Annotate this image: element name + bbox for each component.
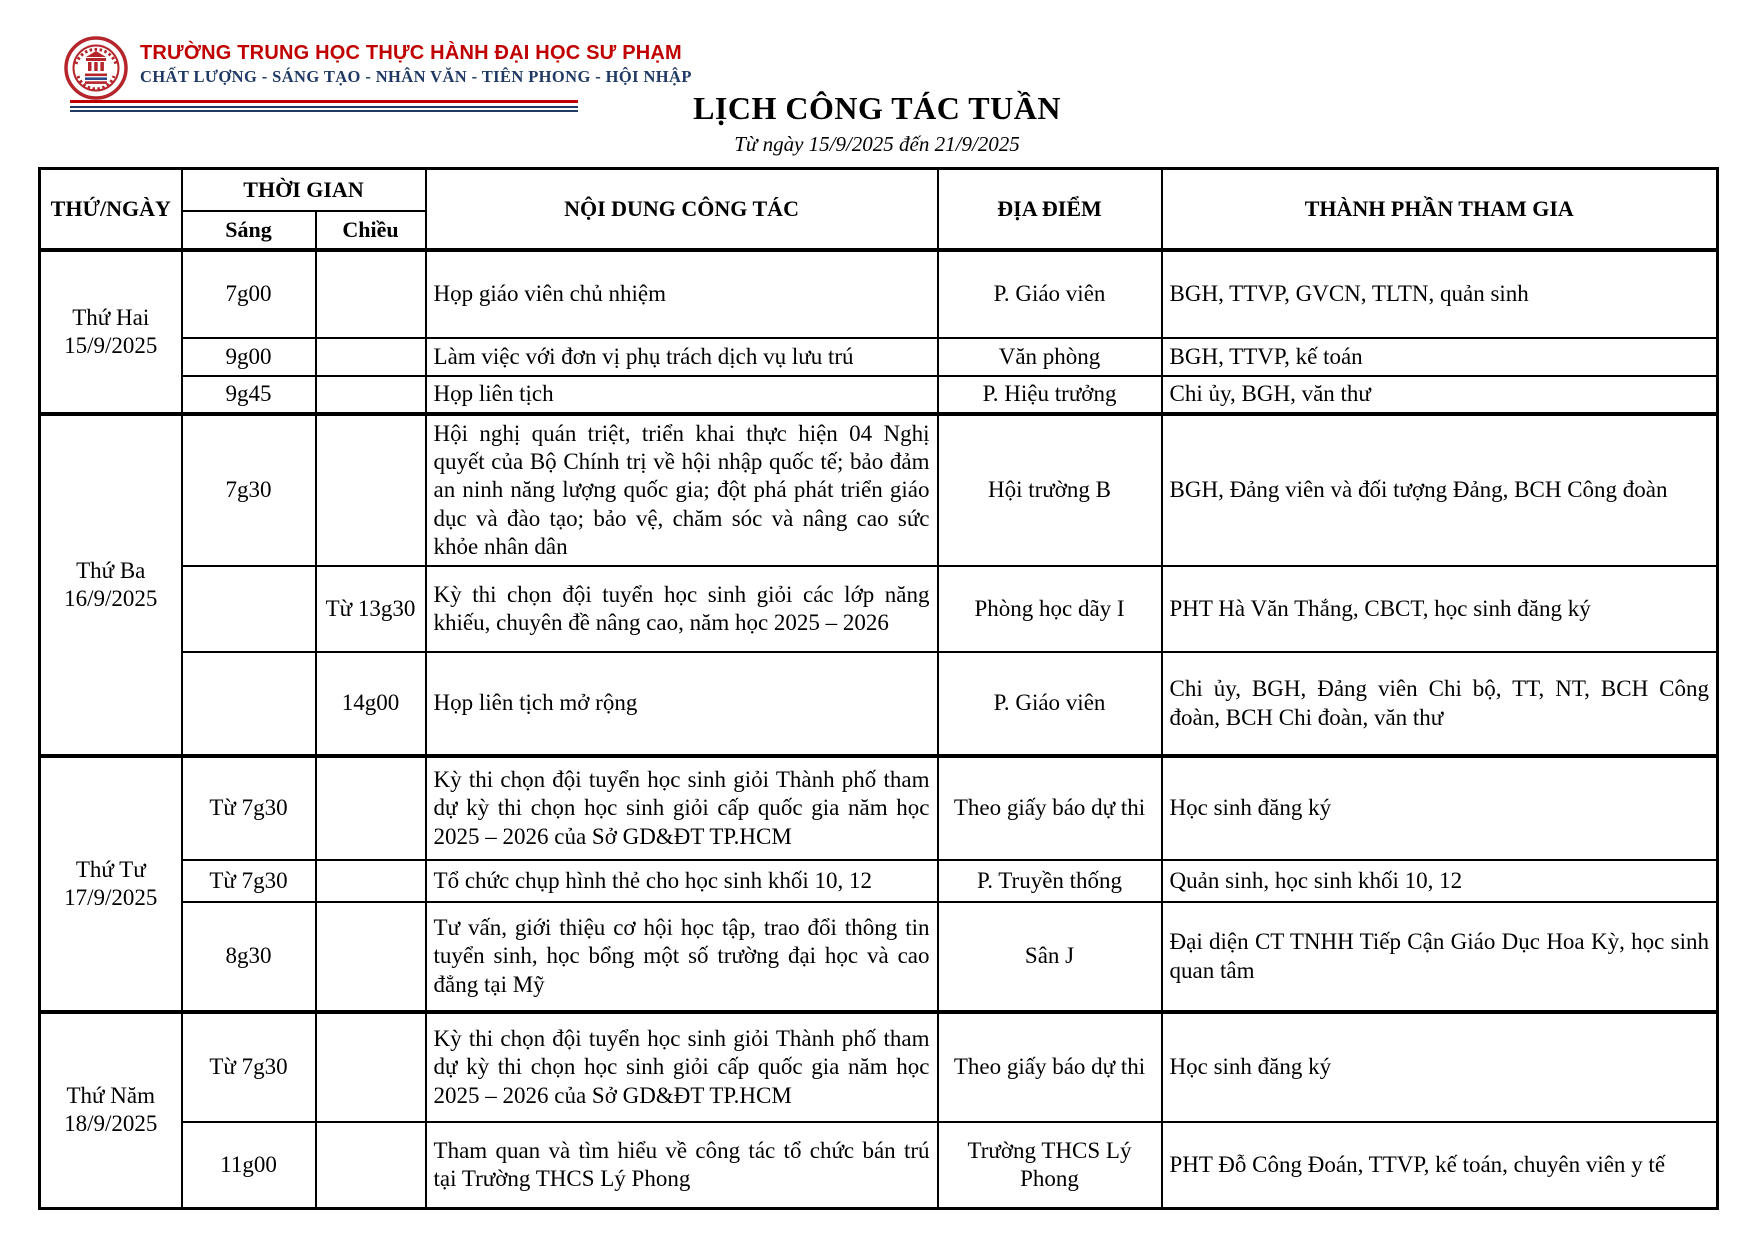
- location-cell: Văn phòng: [938, 338, 1162, 376]
- day-date: 18/9/2025: [64, 1111, 158, 1137]
- content-cell: Kỳ thi chọn đội tuyển học sinh giỏi Thành phố tham dự kỳ thi chọn học sinh giỏi cấp quốc gia năm học 2025 – 2026 của Sở GD&ĐT TP.HCM: [426, 756, 938, 860]
- schedule-row: [40, 902, 1718, 1012]
- location-cell: P. Giáo viên: [938, 250, 1162, 338]
- morning-cell: 8g30: [182, 902, 316, 1012]
- participants-cell: Chi ủy, BGH, văn thư: [1162, 376, 1718, 414]
- schedule-table: [38, 167, 1719, 1210]
- participants-cell: Học sinh đăng ký: [1162, 1012, 1718, 1122]
- morning-cell: 9g45: [182, 376, 316, 414]
- day-cell: [40, 1012, 182, 1208]
- participants-cell: Quản sinh, học sinh khối 10, 12: [1162, 860, 1718, 902]
- location-cell: Phòng học dãy I: [938, 566, 1162, 652]
- afternoon-cell: [316, 1122, 426, 1208]
- participants-cell: Học sinh đăng ký: [1162, 756, 1718, 860]
- participants-cell: BGH, TTVP, kế toán: [1162, 338, 1718, 376]
- content-cell: Họp giáo viên chủ nhiệm: [426, 250, 938, 338]
- participants-cell: Đại diện CT TNHH Tiếp Cận Giáo Dục Hoa Kỳ, học sinh quan tâm: [1162, 902, 1718, 1012]
- afternoon-cell: 14g00: [316, 652, 426, 756]
- day-label: Thứ Hai: [72, 304, 150, 330]
- col-header-day: THỨ/NGÀY: [40, 169, 182, 251]
- afternoon-cell: [316, 860, 426, 902]
- location-cell: Sân J: [938, 902, 1162, 1012]
- schedule-row: [40, 756, 1718, 860]
- content-cell: Hội nghị quán triệt, triển khai thực hiện 04 Nghị quyết của Bộ Chính trị về hội nhập quốc tế; bảo đảm an ninh năng lượng quốc gia; đột phá phát triển giáo dục và đào tạo; bảo vệ, chăm sóc và nâng cao sức khỏe nhân dân: [426, 414, 938, 566]
- day-label: Thứ Tư: [75, 856, 146, 882]
- school-slogan: CHẤT LƯỢNG - SÁNG TẠO - NHÂN VĂN - TIÊN PHONG - HỘI NHẬP: [140, 67, 692, 86]
- page-title: LỊCH CÔNG TÁC TUẦN: [693, 90, 1061, 126]
- day-date: 16/9/2025: [64, 586, 158, 611]
- morning-cell: Từ 7g30: [182, 1012, 316, 1122]
- morning-cell: 7g00: [182, 250, 316, 338]
- schedule-row: [40, 860, 1718, 902]
- day-cell: [40, 250, 182, 414]
- date-range: Từ ngày 15/9/2025 đến 21/9/2025: [734, 132, 1020, 156]
- participants-cell: PHT Hà Văn Thắng, CBCT, học sinh đăng ký: [1162, 566, 1718, 652]
- morning-cell: 7g30: [182, 414, 316, 566]
- schedule-row: [40, 1012, 1718, 1122]
- letterhead-text: [140, 36, 692, 86]
- afternoon-cell: [316, 1012, 426, 1122]
- morning-cell: [182, 566, 316, 652]
- col-header-content: NỘI DUNG CÔNG TÁC: [426, 169, 938, 251]
- location-cell: Hội trường B: [938, 414, 1162, 566]
- schedule-row: [40, 376, 1718, 414]
- location-cell: Theo giấy báo dự thi: [938, 756, 1162, 860]
- schedule-row: [40, 338, 1718, 376]
- afternoon-cell: [316, 250, 426, 338]
- day-cell: [40, 756, 182, 1012]
- col-header-afternoon: Chiều: [316, 211, 426, 250]
- afternoon-cell: [316, 902, 426, 1012]
- schedule-row: [40, 414, 1718, 566]
- col-header-time: THỜI GIAN: [182, 169, 426, 212]
- content-cell: Tổ chức chụp hình thẻ cho học sinh khối 10, 12: [426, 860, 938, 902]
- afternoon-cell: [316, 338, 426, 376]
- content-cell: Họp liên tịch mở rộng: [426, 652, 938, 756]
- schedule-row: [40, 652, 1718, 756]
- participants-cell: BGH, TTVP, GVCN, TLTN, quản sinh: [1162, 250, 1718, 338]
- schedule-row: [40, 1122, 1718, 1208]
- location-cell: P. Hiệu trưởng: [938, 376, 1162, 414]
- content-cell: Kỳ thi chọn đội tuyển học sinh giỏi các lớp năng khiếu, chuyên đề nâng cao, năm học 2025 – 2026: [426, 566, 938, 652]
- participants-cell: Chi ủy, BGH, Đảng viên Chi bộ, TT, NT, BCH Công đoàn, BCH Chi đoàn, văn thư: [1162, 652, 1718, 756]
- afternoon-cell: [316, 756, 426, 860]
- location-cell: P. Truyền thống: [938, 860, 1162, 902]
- col-header-morning: Sáng: [182, 211, 316, 250]
- morning-cell: Từ 7g30: [182, 756, 316, 860]
- morning-cell: Từ 7g30: [182, 860, 316, 902]
- afternoon-cell: [316, 414, 426, 566]
- morning-cell: 11g00: [182, 1122, 316, 1208]
- afternoon-cell: [316, 376, 426, 414]
- location-cell: P. Giáo viên: [938, 652, 1162, 756]
- participants-cell: BGH, Đảng viên và đối tượng Đảng, BCH Công đoàn: [1162, 414, 1718, 566]
- content-cell: Tham quan và tìm hiểu về công tác tổ chức bán trú tại Trường THCS Lý Phong: [426, 1122, 938, 1208]
- content-cell: Kỳ thi chọn đội tuyển học sinh giỏi Thành phố tham dự kỳ thi chọn học sinh giỏi cấp quốc gia năm học 2025 – 2026 của Sở GD&ĐT TP.HCM: [426, 1012, 938, 1122]
- location-cell: Theo giấy báo dự thi: [938, 1012, 1162, 1122]
- afternoon-cell: Từ 13g30: [316, 566, 426, 652]
- schedule-row: [40, 566, 1718, 652]
- day-label: Thứ Ba: [76, 557, 146, 583]
- morning-cell: 9g00: [182, 338, 316, 376]
- location-cell: Trường THCS Lý Phong: [938, 1122, 1162, 1208]
- col-header-participants: THÀNH PHẦN THAM GIA: [1162, 169, 1718, 251]
- content-cell: Làm việc với đơn vị phụ trách dịch vụ lưu trú: [426, 338, 938, 376]
- content-cell: Họp liên tịch: [426, 376, 938, 414]
- day-date: 17/9/2025: [64, 885, 158, 910]
- content-cell: Tư vấn, giới thiệu cơ hội học tập, trao đổi thông tin tuyển sinh, học bổng một số trường đại học và cao đẳng tại Mỹ: [426, 902, 938, 1012]
- participants-cell: PHT Đỗ Công Đoán, TTVP, kế toán, chuyên viên y tế: [1162, 1122, 1718, 1208]
- school-name: TRƯỜNG TRUNG HỌC THỰC HÀNH ĐẠI HỌC SƯ PHẠM: [140, 42, 682, 64]
- schedule-row: [40, 250, 1718, 338]
- day-label: Thứ Năm: [66, 1083, 155, 1109]
- day-date: 15/9/2025: [64, 333, 158, 358]
- col-header-location: ĐỊA ĐIỂM: [938, 169, 1162, 251]
- morning-cell: [182, 652, 316, 756]
- day-cell: [40, 414, 182, 756]
